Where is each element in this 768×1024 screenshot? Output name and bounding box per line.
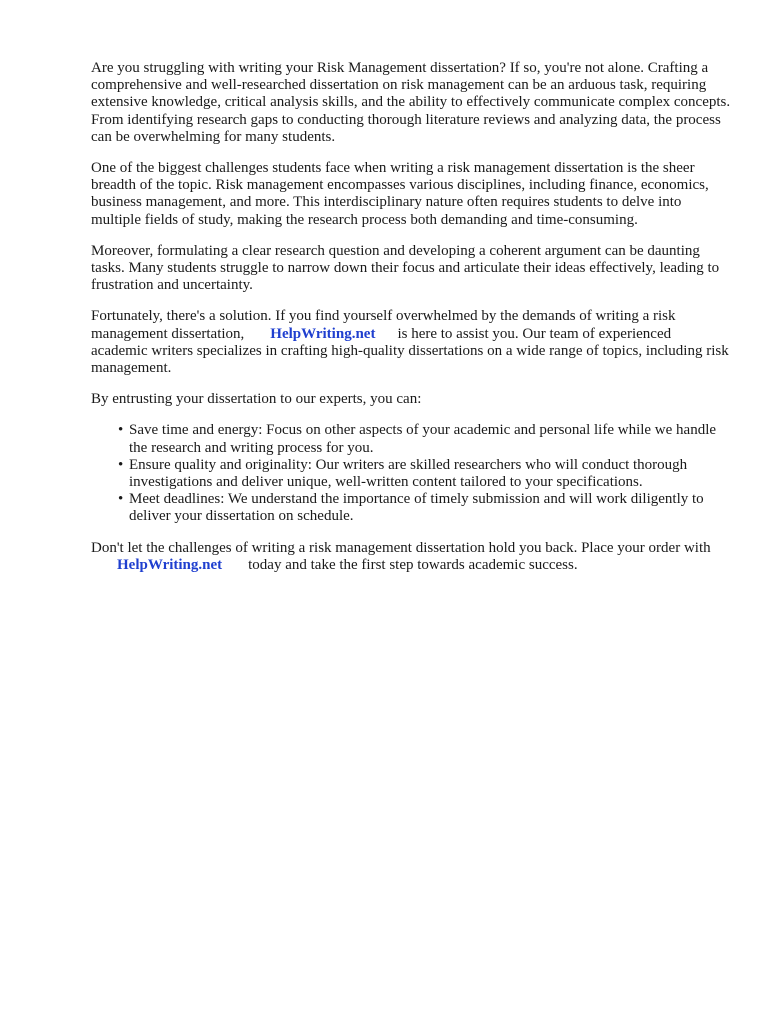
paragraph-call-to-action bbox=[91, 540, 731, 574]
helpwriting-link[interactable]: HelpWriting.net bbox=[270, 325, 376, 342]
paragraph-solution bbox=[91, 308, 731, 377]
bullet-icon: • bbox=[118, 491, 124, 508]
list-item-text: Ensure quality and originality: Our writers are skilled researchers who will conduct thorough investigations and deliver unique, well-written content tailored to your specifications. bbox=[129, 456, 688, 491]
list-item-text: Meet deadlines: We understand the importance of timely submission and will work diligently to deliver your dissertation on schedule. bbox=[129, 491, 704, 525]
solution-text-before: Fortunately, there's a solution. If you find yourself overwhelmed by the demands of writing a risk management dissertation, bbox=[91, 308, 676, 342]
list-item bbox=[118, 456, 731, 491]
bullet-icon: • bbox=[118, 422, 124, 439]
cta-text-after: today and take the first step towards academic success. bbox=[248, 556, 578, 573]
bullet-icon: • bbox=[118, 456, 124, 473]
list-item bbox=[118, 491, 731, 525]
benefits-list bbox=[91, 422, 731, 525]
document-body bbox=[91, 60, 731, 588]
solution-text-after: is here to assist you. Our team of experienced academic writers specializes in crafting high-quality dissertations on a wide range of topics, including risk management. bbox=[91, 325, 729, 377]
helpwriting-link[interactable]: HelpWriting.net bbox=[117, 556, 223, 573]
paragraph-intro: Are you struggling with writing your Risk Management dissertation? If so, you're not alone. Crafting a comprehensive and well-researched dissertation on risk management can be an arduous task, requiring extensive knowledge, critical analysis skills, and the ability to effectively communicate complex concepts. From identifying research gaps to conducting thorough literature reviews and analyzing data, the process can be overwhelming for many students. bbox=[91, 60, 731, 145]
paragraph-research-question: Moreover, formulating a clear research question and developing a coherent argument can be daunting tasks. Many students struggle to narrow down their focus and articulate their ideas effectively, leading to frustration and uncertainty. bbox=[91, 242, 720, 294]
paragraph-entrusting: By entrusting your dissertation to our experts, you can: bbox=[91, 391, 422, 408]
cta-text-before: Don't let the challenges of writing a risk management dissertation hold you back. Place your order with bbox=[91, 539, 711, 556]
paragraph-challenges: One of the biggest challenges students face when writing a risk management dissertation is the sheer breadth of the topic. Risk management encompasses various disciplines, including finance, economics, business management, and more. This interdisciplinary nature often requires students to delve into multiple fields of study, making the research process both demanding and time-consuming. bbox=[91, 160, 709, 228]
list-item-text: Save time and energy: Focus on other aspects of your academic and personal life while we handle the research and writing process for you. bbox=[129, 422, 717, 456]
list-item bbox=[118, 422, 731, 456]
